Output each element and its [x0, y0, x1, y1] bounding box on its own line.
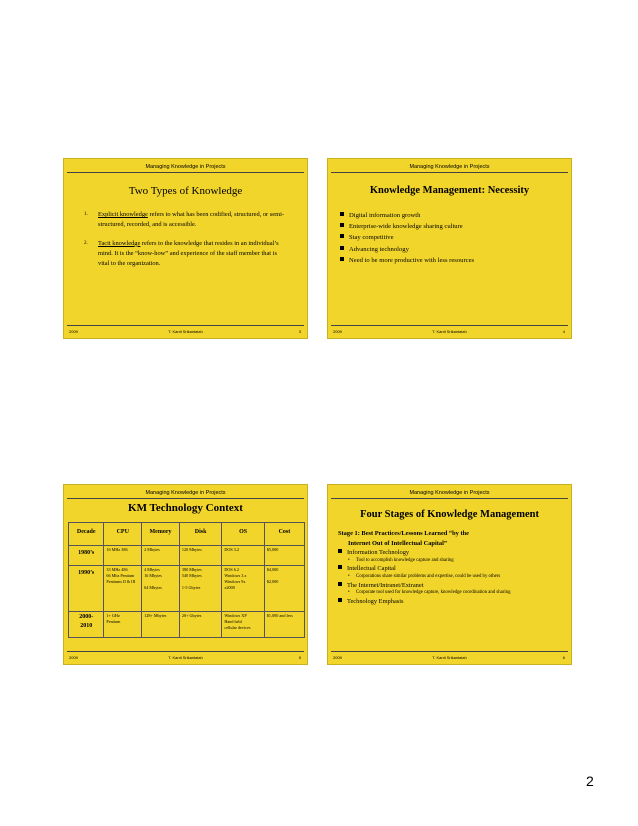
footer-year: 2009	[69, 329, 78, 334]
table-cell: 1990’s	[69, 565, 104, 611]
numbered-list	[84, 210, 289, 278]
slide-km-necessity	[327, 158, 572, 339]
slide-header: Managing Knowledge in Projects	[145, 164, 226, 170]
list-item	[340, 255, 565, 266]
footer-author: T. Kanti Srikantaiah	[432, 329, 467, 334]
item-description: refers to the knowledge that resides in an individual’s mind. It is the “know-how” and experience of the staff member that is vital to the organization.	[98, 239, 279, 267]
table-cell: DOS 6.2 Windows 3.x Windows 9x x2000	[222, 565, 264, 611]
stage-heading-continued: Internet Out of Intellectual Capital”	[348, 539, 448, 547]
column-header: OS	[222, 523, 264, 546]
sub-list-item	[338, 590, 568, 596]
bullet-text: Enterprise-wide knowledge sharing culture	[349, 223, 463, 231]
table-cell: 33 MHz 486 66 Mhz Pentium Pentiums II & III	[104, 565, 142, 611]
bullet-text: Intellectual Capital	[347, 565, 396, 573]
list-item	[338, 598, 568, 607]
header-divider	[67, 498, 304, 499]
footer-year: 2009	[333, 329, 342, 334]
square-bullet-icon	[338, 549, 342, 553]
table-row	[69, 565, 305, 611]
dot-bullet-icon: •	[348, 557, 350, 563]
column-header: CPU	[104, 523, 142, 546]
square-bullet-icon	[338, 565, 342, 569]
footer-author: T. Kanti Srikantaiah	[168, 329, 203, 334]
list-item	[340, 244, 565, 255]
footer-year: 2009	[333, 655, 342, 660]
footer-year: 2009	[69, 655, 78, 660]
table-cell: Windows XP Hand held cellular devices	[222, 611, 264, 637]
stage-content	[338, 530, 568, 606]
square-bullet-icon	[340, 223, 344, 227]
footer-divider	[67, 325, 304, 326]
footer-divider	[67, 651, 304, 652]
table-cell: $5,000	[264, 545, 304, 565]
footer-author: T. Kanti Srikantaiah	[432, 655, 467, 660]
bullet-list	[340, 210, 565, 266]
header-divider	[331, 172, 568, 173]
table-cell: DOS 3.2	[222, 545, 264, 565]
slide-number: 6	[562, 655, 565, 660]
square-bullet-icon	[338, 598, 342, 602]
sub-list-item	[338, 574, 568, 580]
table-row	[69, 611, 305, 637]
slide-header: Managing Knowledge in Projects	[409, 164, 490, 170]
slide-title: Four Stages of Knowledge Management	[360, 509, 539, 520]
sub-bullet-text: Corporations share similar problems and expertise, could be used by others	[356, 574, 501, 580]
table-cell: 2000- 2010	[69, 611, 104, 637]
column-header: Cost	[264, 523, 304, 546]
bullet-text: Technology Emphasis	[347, 597, 404, 605]
bullet-text: The Internet/Intranet/Extranet	[347, 581, 424, 589]
dot-bullet-icon: •	[348, 590, 350, 596]
bullet-text: Need to be more productive with less resources	[349, 256, 475, 264]
item-text	[98, 210, 289, 230]
square-bullet-icon	[340, 212, 344, 216]
item-number: 1.	[84, 212, 88, 217]
list-item	[338, 549, 568, 558]
page-number: 2	[586, 773, 594, 789]
sub-list-item	[338, 558, 568, 564]
footer-author: T. Kanti Srikantaiah	[168, 655, 203, 660]
square-bullet-icon	[340, 257, 344, 261]
slide-title: KM Technology Context	[128, 502, 243, 514]
slide-header: Managing Knowledge in Projects	[409, 490, 490, 496]
dot-bullet-icon: •	[348, 574, 350, 580]
bullet-text: Stay competitive	[349, 234, 394, 242]
stage-heading: Stage 1: Best Practices/Lessons Learned “by the	[338, 530, 469, 537]
item-term: Explicit knowledge	[98, 211, 148, 218]
slide-number: 5	[298, 655, 301, 660]
table-cell: 20+ Gbytes	[179, 611, 221, 637]
item-number: 2.	[84, 240, 88, 246]
slide-two-types-of-knowledge	[63, 158, 308, 339]
square-bullet-icon	[340, 246, 344, 250]
table-cell: $4,000 $2,000	[264, 565, 304, 611]
slide-title: Knowledge Management: Necessity	[369, 185, 530, 196]
table-cell: 16 MHz 386	[104, 545, 142, 565]
table-cell: 1980’s	[69, 545, 104, 565]
table-cell: 380 Mbytes 540 Mbytes 1-5 Gbytes	[179, 565, 221, 611]
column-header: Disk	[179, 523, 221, 546]
table-cell: 128+ Mbytes	[142, 611, 180, 637]
list-item	[84, 210, 289, 230]
slide-number: 4	[562, 329, 565, 334]
sub-bullet-text: Tool to accomplish knowledge capture and sharing	[356, 557, 454, 563]
bullet-text: Digital information growth	[349, 212, 421, 219]
bullet-text: Advancing technology	[349, 245, 409, 253]
slide-number: 3	[298, 329, 301, 334]
header-divider	[67, 172, 304, 173]
slide-four-stages-km	[327, 484, 572, 665]
bullet-text: Information Technology	[347, 549, 410, 557]
table-header-row	[69, 523, 305, 546]
list-item	[338, 582, 568, 591]
column-header: Decade	[69, 523, 104, 546]
table-cell: 120 Mbytes	[179, 545, 221, 565]
list-item	[340, 210, 565, 221]
square-bullet-icon	[340, 234, 344, 238]
footer-divider	[331, 325, 568, 326]
item-description: refers to what has been codified, structured, or semi-structured, recorded, and is accessible.	[98, 211, 284, 228]
column-header: Memory	[142, 523, 180, 546]
slide-km-technology-context	[63, 484, 308, 665]
slide-header: Managing Knowledge in Projects	[145, 490, 226, 496]
sub-bullet-text: Corporate tool used for knowledge capture, knowledge coordination and sharing	[356, 590, 511, 596]
list-item	[84, 239, 289, 269]
list-item	[340, 232, 565, 243]
item-term: Tacit knowledge	[98, 239, 141, 247]
table-cell: 4 Mbytes 16 Mbytes 64 Mbytes	[142, 565, 180, 611]
list-item	[338, 565, 568, 574]
header-divider	[331, 498, 568, 499]
square-bullet-icon	[338, 582, 342, 586]
technology-table	[68, 522, 305, 638]
table-cell: 2 Mbytes	[142, 545, 180, 565]
footer-divider	[331, 651, 568, 652]
table-row	[69, 545, 305, 565]
list-item	[340, 221, 565, 232]
table-cell: 1+ GHz Pentium	[104, 611, 142, 637]
item-text	[98, 239, 289, 269]
table-cell: $1,000 and less	[264, 611, 304, 637]
slide-title: Two Types of Knowledge	[128, 185, 243, 197]
